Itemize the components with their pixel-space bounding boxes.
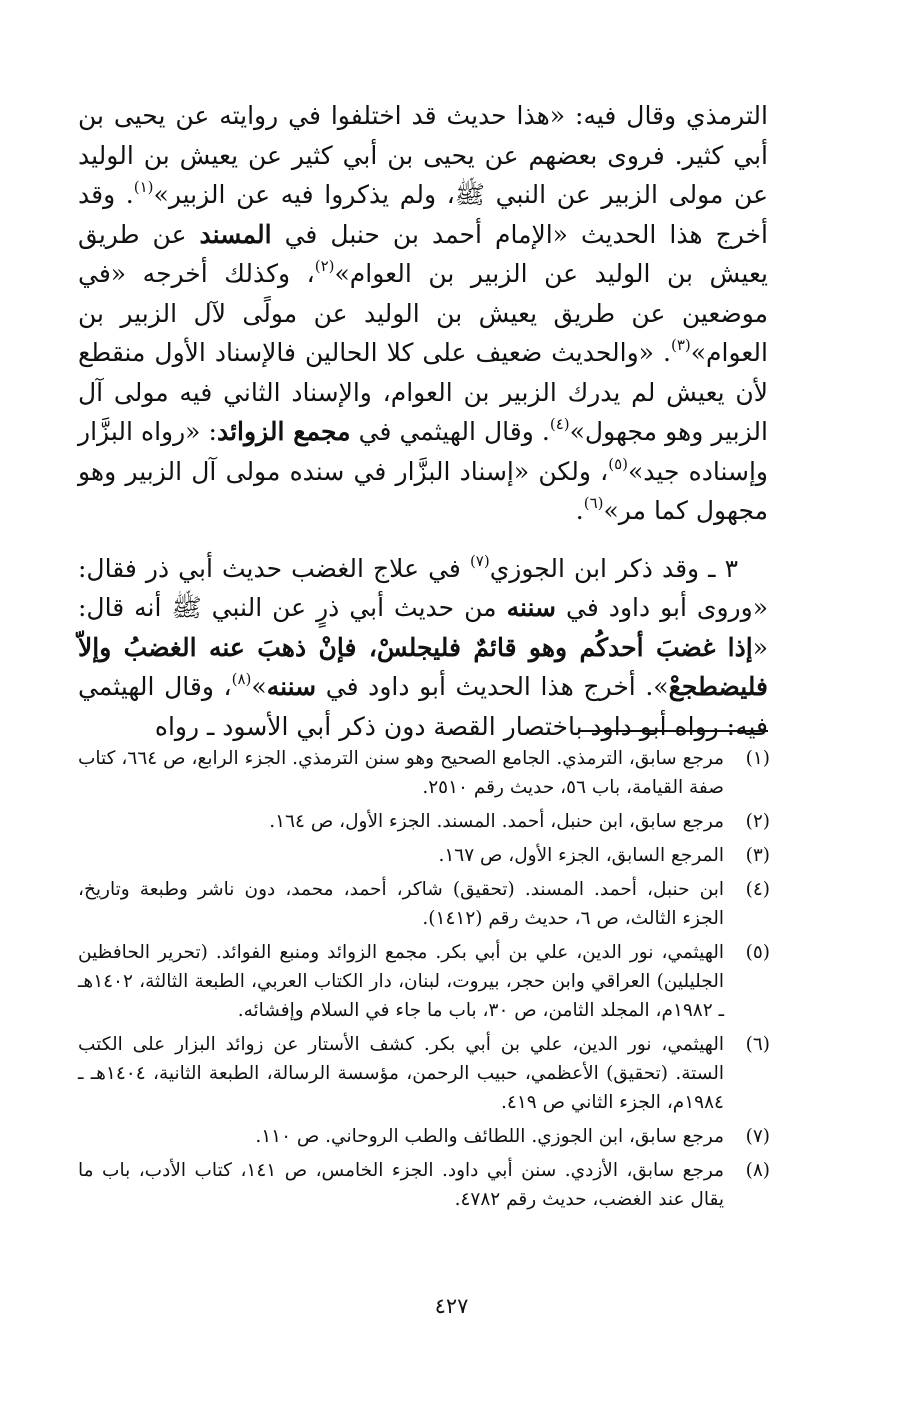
text-run: في علاج الغضب حديث أبي ذر فقال: «وروى أبو داود في [78,553,768,622]
footnote-ref-4: (٤) [549,415,570,433]
text-run: . وقد أخرج هذا الحديث «الإمام أحمد بن حنبل في [78,180,768,249]
book-title-bold: مجمع الزوائد [216,417,351,446]
footnote-number: (٥) [745,942,770,963]
text-run: ، ولكن «إسناد البزَّار في سنده مولى آل الزبير وهو مجهول كما مر» [78,456,768,525]
text-run: عن طريق يعيش بن الوليد عن الزبير بن العوام» [78,219,768,288]
footnote-number: (٣) [745,845,770,866]
footnote-ref-6: (٦) [583,494,604,512]
footnote-number: (٤) [745,879,770,900]
footnote-ref-2: (٢) [314,257,335,275]
text-run: ، وكذلك أخرجه «في موضعين عن طريق يعيش بن الوليد عن مولًى لآل الزبير بن العوام» [78,259,768,367]
footnote-2 [78,807,770,836]
footnote-number: (٦) [745,1034,770,1055]
footnote-text: مرجع سابق، ابن حنبل، أحمد. المسند. الجزء الأول، ص ١٦٤. [269,811,724,832]
book-title-bold: المسند [199,219,272,249]
text-run: من حديث أبي ذرٍ عن النبي ﷺ أنه قال: « [78,593,768,662]
text-run: . «والحديث ضعيف على كلا الحالين فالإسناد الأول منقطع لأن يعيش لم يدرك الزبير بن العوام، والإسناد الثاني فيه مولى آل الزبير وهو مجهول» [78,338,768,446]
footnote-text: مرجع سابق، الترمذي. الجامع الصحيح وهو سنن الترمذي. الجزء الرابع، ص ٦٦٤، كتاب صفة القيامة، باب ٥٦، حديث رقم ٢٥١٠. [78,748,724,798]
footnote-text: الهيثمي، نور الدين، علي بن أبي بكر. مجمع الزوائد ومنبع الفوائد. (تحرير الحافظين الجليلين) العراقي وابن حجر، بيروت، لبنان، دار الكتاب العربي، الطبعة الثالثة، ١٤٠٢هـ ـ ١٩٨٢م، المجلد الثامن، ص ٣٠، باب ما جاء في السلام وإفشائه. [78,942,724,1021]
text-run: . [575,496,584,525]
book-title-bold: سننه [506,593,557,622]
footnote-ref-5: (٥) [608,454,628,473]
footnote-number: (١) [745,748,770,769]
footnote-text: ابن حنبل، أحمد. المسند. (تحقيق) شاكر، أحمد، محمد، دون ناشر وطبعة وتاريخ، الجزء الثالث، ص ٦، حديث رقم (١٤١٢). [78,879,724,929]
text-run: . وقال الهيثمي في [350,417,550,446]
text-run: ، وقال الهيثمي فيه: رواه أبو داود باختصار القصة دون ذكر أبي الأسود ـ رواه [78,672,768,741]
footnote-number: (٧) [745,1126,770,1147]
footnote-number: (٢) [745,811,770,832]
paragraph-2 [78,549,768,747]
footnotes [78,744,770,1219]
paragraph-1 [78,96,768,531]
footnote-4 [78,875,770,933]
footnote-3 [78,841,770,870]
footnote-7 [78,1122,770,1151]
footnote-8 [78,1156,770,1214]
footnote-1 [78,744,770,802]
hadith-quote-bold: إذا غضبَ أحدكُم وهو قائمٌ فليجلسْ، فإنْ ذهبَ عنه الغضبُ وإلاّ فليضطجعْ [78,632,768,701]
footnote-text: مرجع سابق، ابن الجوزي. اللطائف والطب الروحاني. ص ١١٠. [255,1126,724,1147]
footnote-6 [78,1030,770,1117]
text-run: ٣ ـ وقد ذكر ابن الجوزي [489,553,738,583]
footnote-text: الهيثمي، نور الدين، علي بن أبي بكر. كشف الأستار عن زوائد البزار على الكتب الستة. (تحقيق) الأعظمي، حبيب الرحمن، مؤسسة الرسالة، الطبعة الثانية، ١٤٠٤هـ ـ ١٩٨٤م، الجزء الثاني ص ٤١٩. [78,1034,724,1113]
footnote-text: المرجع السابق، الجزء الأول، ص ١٦٧. [438,845,724,866]
book-title-bold: سننه [266,672,317,701]
footnote-separator-line [578,730,768,732]
text-run: » [251,672,267,701]
text-run: : «رواه البزَّار وإسناده جيد» [78,417,768,486]
footnote-ref-7: (٧) [469,551,490,570]
footnote-ref-8: (٨) [231,670,252,688]
footnote-number: (٨) [745,1160,770,1181]
text-run: ». أخرج هذا الحديث أبو داود في [316,672,669,701]
footnote-text: مرجع سابق، الأزدي. سنن أبي داود. الجزء الخامس، ص ١٤١، كتاب الأدب، باب ما يقال عند الغضب، حديث رقم ٤٧٨٢. [78,1160,725,1210]
main-text [78,96,768,746]
page-number: ٤٢٧ [434,1294,469,1318]
footnote-5 [78,938,770,1025]
footnote-ref-1: (١) [133,178,154,196]
footnote-ref-3: (٣) [670,336,691,354]
text-run: الترمذي وقال فيه: «هذا حديث قد اختلفوا في روايته عن يحيى بن أبي كثير. فروى بعضهم عن يحيى بن أبي كثير عن يعيش بن الوليد عن مولى الزبير عن النبي ﷺ، ولم يذكروا فيه عن الزبير» [78,101,768,209]
